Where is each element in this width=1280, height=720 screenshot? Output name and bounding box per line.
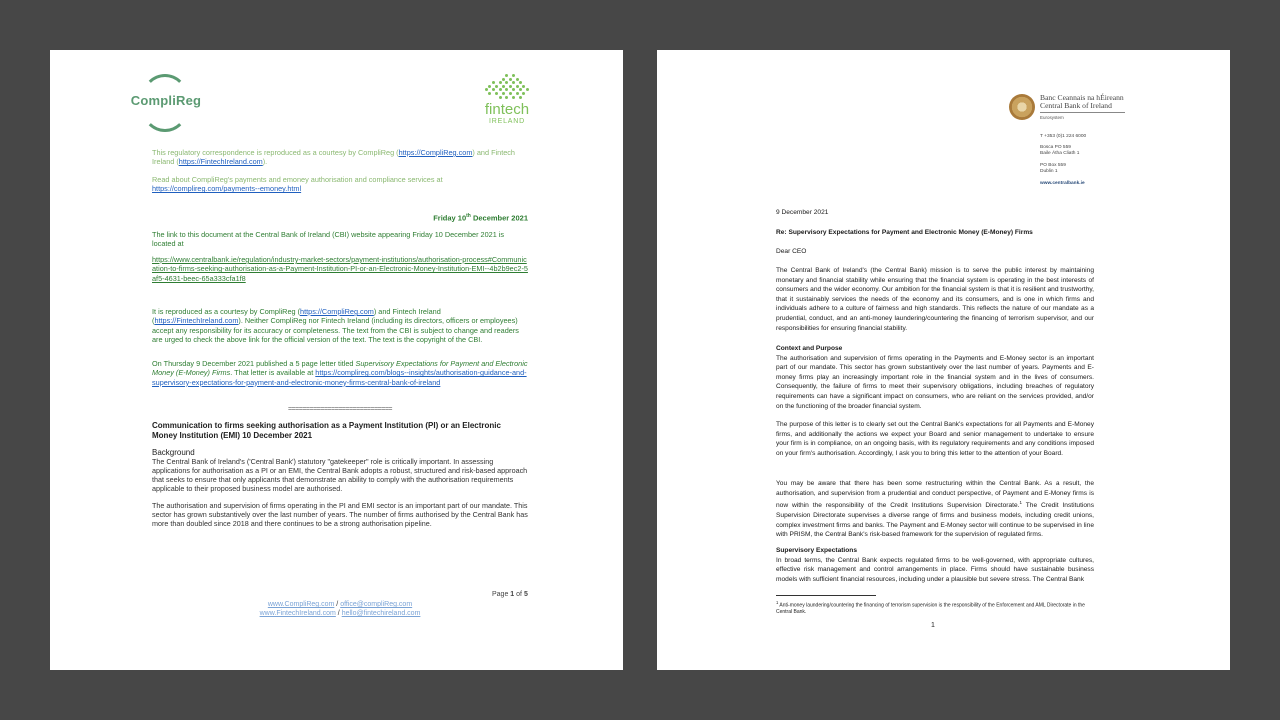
footer-separator-1: / (334, 601, 341, 608)
letter-subject-text: Re: Supervisory Expectations for Payment and Electronic Money (E-Money) Firms (776, 229, 1033, 236)
fintech-dot (499, 88, 502, 91)
context-section (776, 344, 1094, 411)
letter-salutation: Dear CEO (776, 248, 807, 255)
complireg-logo (128, 74, 204, 130)
supervisory-section (776, 546, 1094, 584)
letter-blog-link[interactable]: https://complireg.com/blogs--insights/authorisation-guidance-and-supervisory-expectations-for-payment-and-electronic-money-firms-central-bank-of-ireland (152, 368, 527, 387)
letter-note-text-1: On Thursday 9 December 2021 published a 5 page letter titled (152, 359, 356, 368)
fintech-dot (519, 88, 522, 91)
document-date (152, 213, 528, 223)
bank-name-english: Central Bank of Ireland (1040, 101, 1112, 111)
supervisory-paragraph: In broad terms, the Central Bank expects regulated firms to be well-governed, with appropriate cultures, effective risk management and control arrangements in place. Firms should have sustainable business models with sufficient financial resources, including under a plausible but severe stress. The Central Bank (776, 556, 1094, 583)
fintech-dot (512, 74, 515, 77)
fintech-dot (488, 92, 491, 95)
footnote (776, 600, 1096, 615)
fintech-dot (509, 92, 512, 95)
fintech-dot (522, 85, 525, 88)
fintech-dot (509, 78, 512, 81)
address-english-line-2: Dublin 1 (1040, 169, 1058, 174)
separator: ============================= (287, 406, 393, 413)
fintech-dot (509, 85, 512, 88)
fintech-dot (492, 88, 495, 91)
supervisory-heading: Supervisory Expectations (776, 547, 857, 554)
payments-emoney-link[interactable]: https://complireg.com/payments--emoney.html (152, 184, 302, 194)
page-current: 1 (510, 591, 515, 598)
cbi-link-intro: The link to this document at the Central Bank of Ireland (CBI) website appearing Friday 10 December 2021 is located at (152, 230, 505, 249)
footer-separator-2: / (335, 610, 342, 617)
fintech-dot (502, 78, 505, 81)
context-paragraph: The authorisation and supervision of firms operating in the Payments and E-Money sector is an important part of our mandate. This sector has grown substantively over the last number of years. Payments and E-money firms play an increasingly important role in the financial system and in the lives of consumers. Consequently, the failure of firms to meet their supervisory obligations, including breaches of regulatory requirements can have a significant impact on consumers, who are reliant on the services provided, and/or on the functioning of the broader financial system. (776, 354, 1094, 410)
fintech-dot (499, 81, 502, 84)
letter-date: 9 December 2021 (776, 209, 829, 216)
fintech-dot (499, 96, 502, 99)
date-suffix: th (466, 213, 471, 219)
fintech-dot (519, 96, 522, 99)
page-label: Page (492, 591, 511, 598)
fintechireland-link[interactable]: https://FintechIreland.com (178, 157, 263, 167)
address-irish-line-1: Bosca PO 559 (1040, 145, 1071, 150)
address-english-line-1: PO Box 559 (1040, 163, 1066, 168)
courtesy-intro (152, 148, 528, 167)
footnote-rule (776, 595, 876, 596)
fintechireland-link-2[interactable]: https://FintechIreland.com (154, 316, 239, 326)
fintech-ireland-logo (478, 74, 536, 134)
footer-line-2 (200, 609, 480, 619)
restructuring-text-b: The Credit Institutions Supervision Directorate supervises a diverse range of firms and business models, including credit unions, complex investment firms and banks. The Payment and E-Money sector will continue to be supervised in line with PRISM, the Central Bank's risk-based framework for the supervision of regulated firms. (776, 502, 1094, 539)
disclaimer-text-1: It is reproduced as a courtesy by CompliReg ( (152, 307, 301, 316)
cbi-url-link[interactable]: https://www.centralbank.ie/regulation/industry-market-sectors/payment-institutions/authorisation-process#Communication-to-firms-seeking-authorisation-as-a-Payment-Institution-PI-or-an-Electronic-Money-Institution-EMI--4b2b9ec2-5af5-4631-beec-65a333cfa1f8 (152, 255, 528, 283)
read-about-text: Read about CompliReg's payments and emoney authorisation and compliance services at (152, 175, 443, 184)
bank-name-irish: Banc Ceannais na hÉireann (1040, 93, 1124, 102)
page-indicator (492, 591, 528, 598)
fintech-dot (516, 92, 519, 95)
fintech-dot (512, 81, 515, 84)
document-page-right (657, 50, 1230, 670)
fintech-dot (485, 88, 488, 91)
page-of: of (514, 591, 524, 598)
communication-heading: Communication to firms seeking authorisation as a Payment Institution (PI) or an Electronic Money Institution (EMI) 10 December 2021 (152, 421, 501, 440)
central-bank-name (1040, 94, 1124, 111)
complireg-link-2[interactable]: https://CompliReg.com (300, 307, 374, 316)
fintech-dot (516, 78, 519, 81)
letter-availability-note (152, 359, 528, 387)
mission-paragraph: The Central Bank of Ireland's (the Central Bank) mission is to serve the public interest by maintaining monetary and financial stability while ensuring that the financial system is operating in the best interests of consumers and the wider economy. Our ambition for the financial system is that it is resilient and trustworthy, that it sustainably services the needs of the economy and its consumers, and is one in which firms and individuals adhere to a culture of fairness and high standards. This reflects the nature of our mandate as a prudential, conduct, and an anti-money laundering/countering the financing of terrorism supervisor, and our responsibilities for ensuring financial stability. (776, 267, 1094, 332)
footnote-text: Anti-money laundering/countering the financing of terrorism supervision is the responsibility of the Enforcement and AML Directorate in the Central Bank. (776, 602, 1085, 615)
read-about-services (152, 175, 528, 194)
complireg-link[interactable]: https://CompliReg.com (398, 148, 473, 157)
page-total: 5 (523, 591, 528, 598)
fintech-dot (502, 85, 505, 88)
address-english (1040, 163, 1066, 175)
phone-number: T +353 (0)1 224 6000 (1040, 134, 1087, 139)
central-bank-seal-icon (1009, 94, 1035, 120)
reproduced-disclaimer (152, 307, 528, 344)
fintech-dot (492, 81, 495, 84)
background-heading: Background (152, 448, 195, 457)
fintech-dot (505, 74, 508, 77)
footnote-marker: 1 (776, 600, 779, 605)
courtesy-intro-text-2: ) and Fintech Ireland ( (152, 148, 515, 167)
fintech-logo-sub: IRELAND (489, 118, 525, 125)
mandate-paragraph: The authorisation and supervision of firms operating in the PI and EMI sector is an important part of our mandate. This sector has grown substantively over the last number of years. The number of firms authorised by the Central Bank has more than doubled since 2018 and there continues to be a strong authorisation pipeline. (152, 501, 528, 528)
fintech-dot (516, 85, 519, 88)
background-text: The Central Bank of Ireland's ('Central Bank') statutory "gatekeeper" role is critically important. In assessing applications for authorisation as a PI or an EMI, the Central Bank adopts a robust, structured and risk-based approach that seeks to ensure that only applicants that demonstrate an ability to comply with the authorisation requirements applicable to their proposed business model are authorised. (152, 457, 528, 493)
fintech-logo-text: fintech (484, 101, 530, 118)
fintech-dot (502, 92, 505, 95)
fintech-dots-icon (485, 74, 529, 100)
footer-fintech-web-link[interactable]: www.FintechIreland.com (259, 610, 336, 617)
fintech-dot (512, 96, 515, 99)
fintech-dot (505, 81, 508, 84)
date-day: Friday 10 (433, 213, 467, 223)
courtesy-intro-text-1: This regulatory correspondence is reproduced as a courtesy by CompliReg ( (152, 148, 399, 157)
disclaimer-text-3: ). Neither CompliReg nor Fintech Ireland (including its directors, officers or employees) accept any responsibility for its accuracy or completeness. The text from the CBI is subject to change and readers are urged to check the above link for the official version of the text. The text is the copyright of the CBI. (152, 316, 519, 344)
restructuring-text-a: You may be aware that there has been some restructuring within the Central Bank. As a result, the authorisation, and supervision from a prudential and conduct perspective, of Payment and E-Money firms is now within the responsibility of the Credit Institutions Supervision Directorate. (776, 480, 1094, 510)
context-heading: Context and Purpose (776, 345, 843, 352)
fintech-dot (495, 92, 498, 95)
footer-fintech-email-link[interactable]: hello@fintechireland.com (341, 610, 421, 617)
page-number: 1 (931, 622, 935, 629)
letterhead-rule (1040, 112, 1125, 113)
letter-note-text-2: . That letter is available at (230, 368, 316, 378)
footnote-reference: 1 (1019, 500, 1022, 506)
address-irish-line-2: Baile Átha Cliath 1 (1040, 151, 1080, 156)
fintech-dot (505, 88, 508, 91)
date-rest: December 2021 (470, 213, 528, 223)
fintech-dot (526, 88, 529, 91)
eurosystem-label: Eurosystem (1040, 115, 1064, 120)
disclaimer-text-2: ) and Fintech Ireland ( (152, 307, 441, 326)
fintech-dot (505, 96, 508, 99)
fintech-dot (522, 92, 525, 95)
letter-title: Supervisory Expectations for Payment and Electronic Money (E-Money) Firms (152, 359, 528, 378)
address-irish (1040, 145, 1079, 157)
purpose-paragraph: The purpose of this letter is to clearly set out the Central Bank's expectations for all Payments and E-Money firms, and additionally the actions we expect your Board and senior management to undertake to ensure your firm is in compliance, on an ongoing basis, with its regulatory requirements and any conditions imposed on your firm's authorisation. Accordingly, I ask you to bring this letter to the attention of your Board. (776, 421, 1094, 457)
courtesy-intro-text-3: ). (262, 157, 268, 167)
footer-complireg-web-link[interactable]: www.CompliReg.com (267, 601, 335, 608)
footer-complireg-email-link[interactable]: office@compliReg.com (340, 601, 413, 608)
document-page-left (50, 50, 623, 670)
restructuring-paragraph (776, 479, 1094, 540)
fintech-dot (495, 85, 498, 88)
fintech-dot (519, 81, 522, 84)
central-bank-website-link[interactable]: www.centralbank.ie (1040, 181, 1085, 186)
fintech-dot (512, 88, 515, 91)
cbi-document-link (152, 255, 528, 283)
letter-subject (776, 228, 1094, 238)
background-section (152, 448, 532, 493)
fintech-dot (488, 85, 491, 88)
complireg-logo-text: CompliReg (130, 93, 202, 108)
